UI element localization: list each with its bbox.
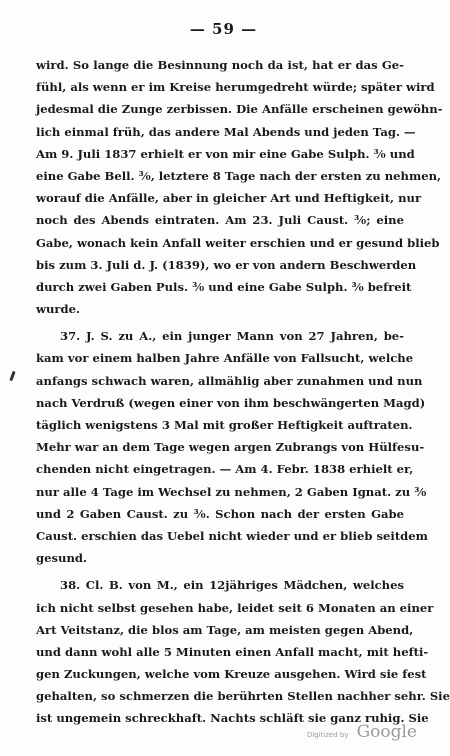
text-line: noch des Abends eintraten. Am 23. Juli Caust. ³⁄₀; eine bbox=[36, 213, 404, 228]
page-number: — 59 — bbox=[189, 20, 258, 38]
text-line: gehalten, so schmerzen die berührten Stellen nachher sehr. Sie bbox=[36, 689, 450, 704]
text-line: wird. So lange die Besinnung noch da ist, hat er das Ge- bbox=[36, 58, 404, 72]
text-line: Am 9. Juli 1837 erhielt er von mir eine Gabe Sulph. ³⁄₀ und bbox=[36, 146, 415, 161]
text-line: nur alle 4 Tage im Wechsel zu nehmen, 2 Gaben Ignat. zu ³⁄₀ bbox=[36, 484, 427, 499]
text-line: anfangs schwach waren, allmählig aber zunahmen und nun bbox=[36, 373, 423, 388]
text-line: täglich wenigstens 3 Mal mit großer Heftigkeit auftraten. bbox=[36, 418, 413, 432]
watermark-brand: Google bbox=[356, 722, 417, 742]
text-line: bis zum 3. Juli d. J. (1839), wo er von andern Beschwerden bbox=[36, 257, 417, 272]
text-line: Art Veitstanz, die blos am Tage, am meisten gegen Abend, bbox=[36, 622, 414, 637]
paragraph-start-37: 37. J. S. zu A., ein junger Mann von 27 Jahren, be- bbox=[60, 329, 404, 344]
paragraph-start-38: 38. Cl. B. von M., ein 12jähriges Mädchen, welches bbox=[60, 578, 404, 593]
watermark-prefix: Digitized by bbox=[306, 731, 349, 739]
text-line: eine Gabe Bell. ³⁄₀, letztere 8 Tage nach der ersten zu nehmen, bbox=[36, 168, 442, 183]
text-line: chenden nicht eingetragen. — Am 4. Febr. 1838 erhielt er, bbox=[36, 462, 414, 477]
text-line: fühl, als wenn er im Kreise herumgedreht würde; später wird bbox=[36, 80, 435, 95]
digitization-watermark bbox=[307, 722, 417, 742]
body-text bbox=[36, 54, 450, 730]
margin-mark bbox=[9, 371, 15, 381]
text-line: lich einmal früh, das andere Mal Abends und jeden Tag. — bbox=[36, 124, 416, 139]
text-line: und 2 Gaben Caust. zu ³⁄₀. Schon nach der ersten Gabe bbox=[36, 506, 404, 521]
text-line: wurde. bbox=[36, 302, 81, 317]
text-line: Caust. erschien das Uebel nicht wieder und er blieb seitdem bbox=[36, 528, 428, 543]
text-line: durch zwei Gaben Puls. ³⁄₀ und eine Gabe Sulph. ³⁄₀ befreit bbox=[36, 279, 412, 294]
text-line: worauf die Anfälle, aber in gleicher Art und Heftigkeit, nur bbox=[36, 191, 422, 206]
text-line: ich nicht selbst gesehen habe, leidet seit 6 Monaten an einer bbox=[36, 600, 434, 615]
text-line: und dann wohl alle 5 Minuten einen Anfall macht, mit hefti- bbox=[36, 644, 429, 659]
text-line: ist ungemein schreckhaft. Nachts schläft sie ganz ruhig. Sie bbox=[36, 711, 429, 726]
text-line: kam vor einem halben Jahre Anfälle von Fallsucht, welche bbox=[36, 351, 414, 366]
text-line: Mehr war an dem Tage wegen argen Zubrangs von Hülfesu- bbox=[36, 440, 425, 455]
text-line: gen Zuckungen, welche vom Kreuze ausgehen. Wird sie fest bbox=[36, 667, 427, 682]
text-line: jedesmal die Zunge zerbissen. Die Anfälle erscheinen gewöhn- bbox=[36, 102, 443, 117]
text-line: nach Verdruß (wegen einer von ihm beschwängerten Magd) bbox=[36, 395, 426, 410]
text-line: gesund. bbox=[36, 551, 88, 566]
text-line: Gabe, wonach kein Anfall weiter erschien und er gesund blieb bbox=[36, 235, 440, 250]
